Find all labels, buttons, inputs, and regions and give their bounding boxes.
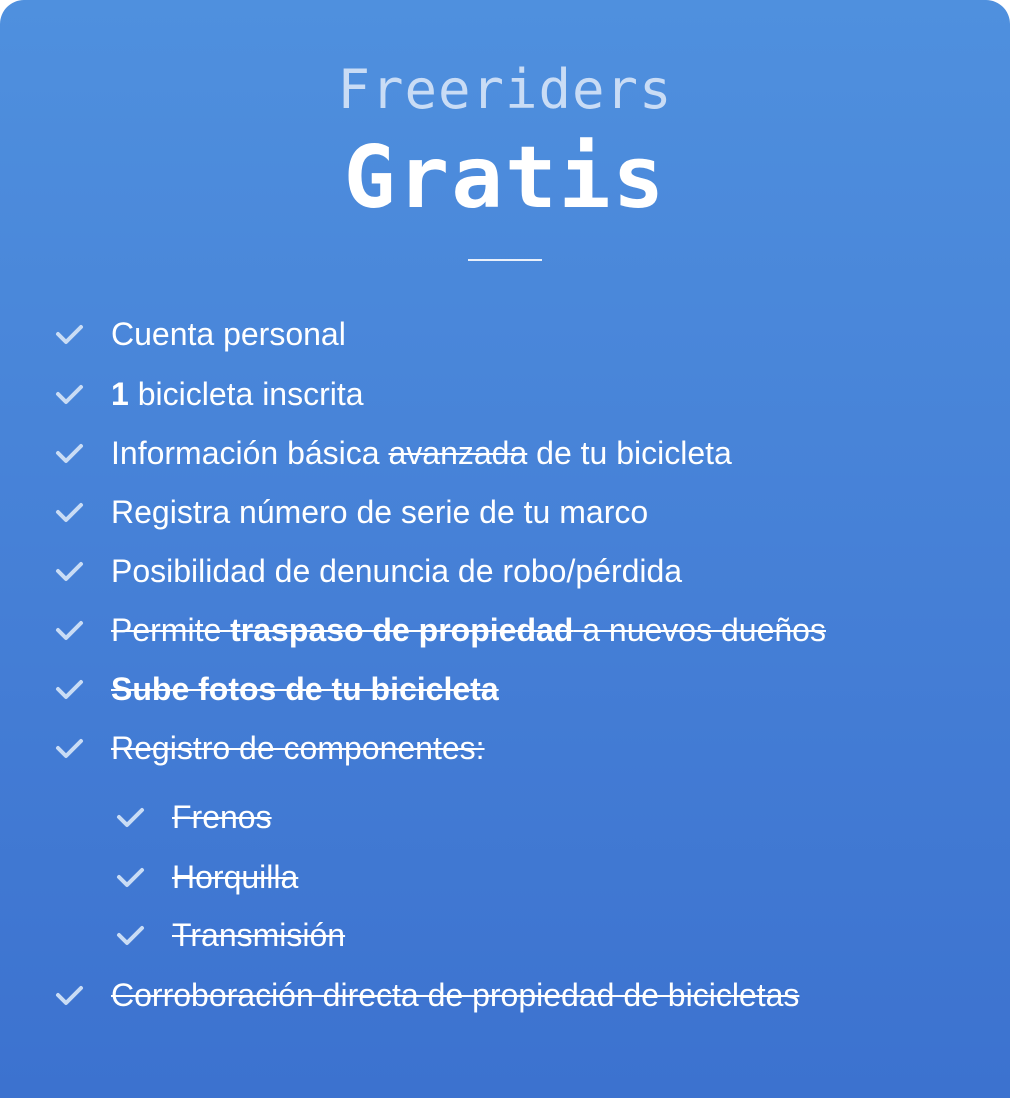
feature-label-text: bicicleta inscrita bbox=[128, 375, 364, 412]
feature-item bbox=[54, 728, 485, 768]
feature-label-before: Información básica bbox=[111, 434, 389, 471]
feature-label-after: a nuevos dueños bbox=[573, 611, 826, 648]
feature-item bbox=[54, 492, 648, 532]
sub-feature-item bbox=[115, 857, 298, 897]
bike-count: 1 bbox=[111, 375, 129, 412]
check-icon bbox=[54, 556, 84, 586]
check-icon bbox=[54, 319, 84, 349]
check-icon bbox=[115, 920, 145, 950]
plan-name: Freeriders bbox=[337, 58, 673, 121]
check-icon bbox=[54, 438, 84, 468]
feature-label bbox=[111, 376, 364, 413]
check-icon bbox=[54, 615, 84, 645]
feature-item bbox=[54, 610, 826, 650]
feature-label bbox=[111, 435, 732, 472]
check-icon bbox=[54, 674, 84, 704]
feature-label: Registro de componentes: bbox=[111, 729, 485, 766]
check-icon bbox=[115, 802, 145, 832]
check-icon bbox=[54, 379, 84, 409]
check-icon bbox=[115, 862, 145, 892]
feature-label: Transmisión bbox=[172, 916, 346, 953]
feature-label-bold: traspaso de propiedad bbox=[230, 611, 574, 648]
feature-label: Horquilla bbox=[172, 858, 299, 895]
feature-label: Frenos bbox=[172, 798, 272, 835]
sub-feature-item bbox=[115, 797, 272, 837]
feature-label-before: Permite bbox=[111, 611, 231, 648]
feature-item bbox=[54, 975, 799, 1015]
feature-item bbox=[54, 374, 364, 414]
feature-item bbox=[54, 669, 499, 709]
feature-item bbox=[54, 314, 346, 354]
feature-label-after: de tu bicicleta bbox=[527, 434, 732, 471]
feature-label bbox=[111, 612, 826, 649]
header-divider bbox=[468, 259, 542, 261]
feature-label: Cuenta personal bbox=[111, 315, 346, 352]
check-icon bbox=[54, 980, 84, 1010]
feature-label: Posibilidad de denuncia de robo/pérdida bbox=[111, 552, 683, 589]
check-icon bbox=[54, 733, 84, 763]
feature-item bbox=[54, 551, 682, 591]
feature-label: Sube fotos de tu bicicleta bbox=[111, 670, 499, 707]
feature-label-struck-word: avanzada bbox=[388, 434, 528, 471]
check-icon bbox=[54, 497, 84, 527]
feature-label: Corroboración directa de propiedad de bicicletas bbox=[111, 976, 800, 1013]
sub-feature-item bbox=[115, 915, 345, 955]
feature-label: Registra número de serie de tu marco bbox=[111, 493, 649, 530]
feature-item bbox=[54, 433, 732, 473]
plan-price: Gratis bbox=[343, 128, 667, 228]
